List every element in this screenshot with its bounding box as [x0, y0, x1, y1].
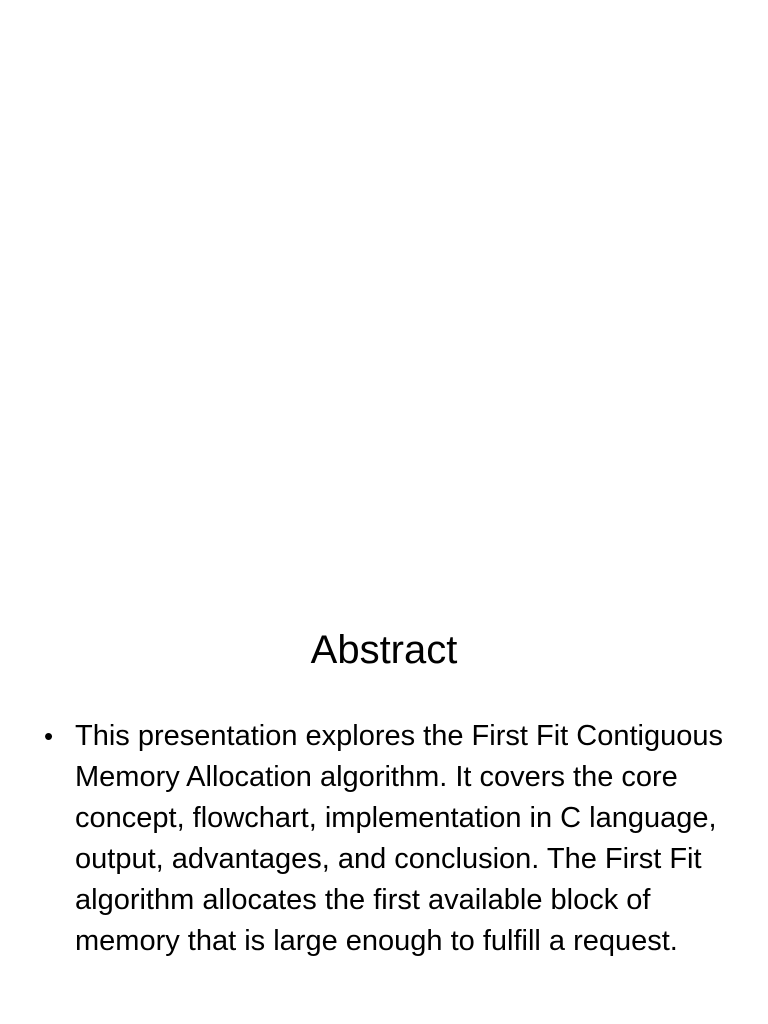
- bullet-marker: •: [44, 721, 54, 751]
- bullet-text: This presentation explores the First Fit Contiguous Memory Allocation algorithm. It covers the core concept, flowchart, implementation in C language, output, advantages, and conclusion. The First Fit algorithm allocates the first available block of memory that is large enough to fulfill a request.: [75, 720, 723, 957]
- slide-title: Abstract: [310, 628, 458, 672]
- bullet-list: [44, 716, 724, 962]
- bullet-item: [44, 716, 724, 962]
